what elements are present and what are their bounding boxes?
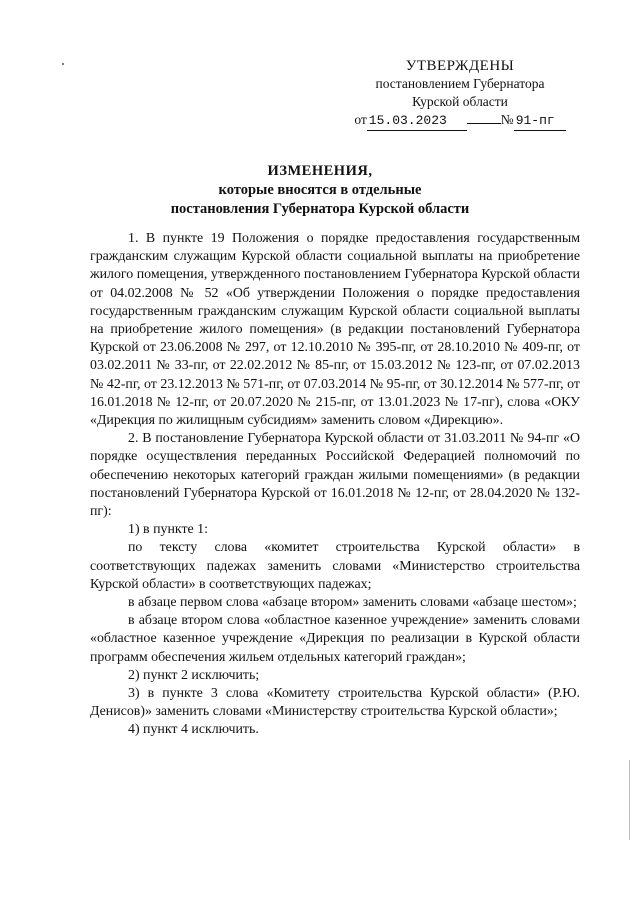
document-title [60, 162, 580, 219]
title-line-2: которые вносятся в отдельные [218, 182, 422, 198]
paragraph-1: 1. В пункте 19 Положения о порядке предоставления государственным гражданским служащим Курской области социальной выплаты на приобретение жилого помещения, утвержденного постановлением Губернатора Курской области от 04.02.2008 № 52 «Об утверждении Положения о порядке предоставления государственным гражданским служащим Курской области социальной выплаты на приобретение жилого помещения» (в редакции постановлений Губернатора Курской от 23.06.2008 № 297, от 12.10.2010 № 395-пг, от 28.10.2010 № 409-пг, от 03.02.2011 № 33-пг, от 22.02.2012 № 85-пг, от 15.03.2012 № 123-пг, от 07.02.2013 № 42-пг, от 23.12.2013 № 571-пг, от 07.03.2014 № 95-пг, от 30.12.2014 № 577-пг, от 16.01.2018 № 12-пг, от 20.07.2020 № 215-пг, от 13.01.2023 № 17-пг), слова «ОКУ «Дирекция по жилищным субсидиям» заменить словом «Дирекцию». [90, 231, 580, 429]
paragraph-3: 1) в пункте 1: [128, 522, 208, 538]
approval-stamp [300, 57, 620, 131]
number-prefix: № [500, 112, 514, 127]
title-line-1: ИЗМЕНЕНИЯ, [267, 163, 373, 179]
scan-speck [62, 63, 64, 65]
paragraph-7: 2) пункт 2 исключить; [128, 667, 260, 683]
approval-line-2: Курской области [412, 94, 508, 109]
paragraph-5: в абзаце первом слова «абзаце втором» заменить словами «абзаце шестом»; [128, 595, 577, 611]
paragraph-8: 3) в пункте 3 слова «Комитету строительства Курской области» (Р.Ю. Денисов)» заменить словами «Министерству строительства Курской области»; [90, 686, 580, 720]
from-prefix: от [354, 112, 367, 127]
title-line-3: постановления Губернатора Курской области [170, 201, 470, 217]
approval-title: УТВЕРЖДЕНЫ [405, 58, 515, 74]
document-body [90, 230, 580, 740]
approval-number: 91-пг [514, 112, 566, 131]
scan-edge-mark [629, 760, 630, 840]
paragraph-2: 2. В постановление Губернатора Курской области от 31.03.2011 № 94-пг «О порядке осуществления переданных Российской Федерацией полномочий по обеспечению некоторых категорий граждан жилыми помещениями» (в редакции постановлений Губернатора Курской от 16.01.2018 № 12-пг, от 28.04.2020 № 132-пг): [90, 431, 580, 520]
blank-underline [467, 123, 501, 124]
approval-line-1: постановлением Губернатора [375, 76, 545, 91]
paragraph-6: в абзаце втором слова «областное казенное учреждение» заменить словами «областное казенное учреждение «Дирекция по реализации в Курской области программ обеспечения жильем отдельных категорий граждан»; [90, 613, 580, 665]
approval-date: 15.03.2023 [367, 112, 467, 131]
paragraph-4: по тексту слова «комитет строительства Курской области» в соответствующих падежах заменить словами «Министерство строительства Курской области» в соответствующих падежах; [90, 540, 580, 592]
approval-date-number [300, 111, 620, 131]
paragraph-9: 4) пункт 4 исключить. [128, 722, 259, 738]
